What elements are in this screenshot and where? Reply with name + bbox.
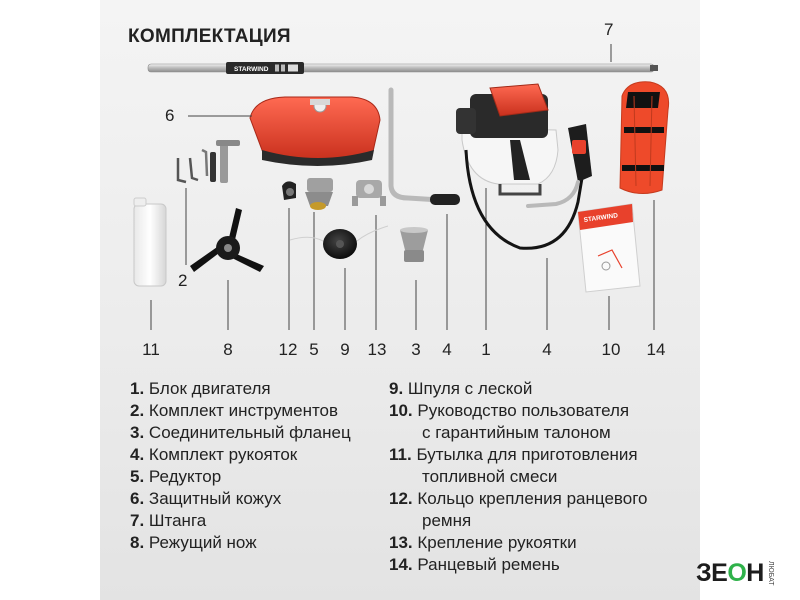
item-text: Штанга: [148, 511, 207, 530]
harness-strap: [620, 82, 669, 194]
part-number: 4: [542, 340, 552, 359]
part-number: 14: [646, 340, 666, 359]
item-text: Режущий нож: [148, 533, 257, 552]
manual-brand-label: STARWIND: [583, 212, 619, 224]
list-item: [130, 532, 351, 554]
list-item-continuation: с гарантийным талоном: [422, 423, 611, 442]
list-item: [389, 554, 647, 576]
list-item: [130, 422, 351, 444]
item-number: 5.: [130, 467, 145, 486]
callout-shaft: 7: [604, 20, 614, 39]
item-number: 6.: [130, 489, 145, 508]
part-number: 5: [309, 340, 319, 359]
callout-tools: 2: [178, 271, 188, 290]
list-item: [389, 488, 647, 510]
coupling-flange: [400, 227, 428, 262]
list-item: [389, 400, 647, 422]
part-number: 4: [442, 340, 452, 359]
item-number: 1.: [130, 379, 145, 398]
part-number: 13: [367, 340, 387, 359]
part-number: 1: [481, 340, 491, 359]
item-text: Руководство пользователя: [417, 401, 630, 420]
list-item: [389, 532, 647, 554]
item-text: Защитный кожух: [148, 489, 282, 508]
item-text: Ранцевый ремень: [417, 555, 560, 574]
parts-list-left: [130, 378, 351, 554]
tools: [178, 140, 240, 183]
item-text: Бутылка для приготовления: [416, 445, 638, 464]
part-number: 11: [142, 340, 160, 359]
item-text: Блок двигателя: [148, 379, 271, 398]
list-item: [389, 378, 647, 400]
callout-guard: 6: [165, 106, 175, 125]
item-number: 8.: [130, 533, 145, 552]
item-text: Комплект инструментов: [148, 401, 339, 420]
item-text: Редуктор: [148, 467, 222, 486]
item-text: Соединительный фланец: [148, 423, 351, 442]
fuel-mixing-bottle: [134, 198, 166, 286]
item-number: 9.: [389, 379, 404, 398]
item-number: 7.: [130, 511, 145, 530]
harness-ring: [282, 181, 296, 200]
item-number: 11.: [389, 445, 412, 464]
loop-handle: [391, 90, 460, 205]
part-number: 10: [601, 340, 621, 359]
item-number: 12.: [389, 489, 413, 508]
item-number: 4.: [130, 445, 145, 464]
store-logo: [696, 558, 774, 588]
user-manual: [578, 204, 640, 292]
logo-tagline: ЛЮБАТ: [766, 560, 774, 586]
list-item-continuation: ремня: [422, 511, 472, 530]
gearbox: [305, 178, 333, 210]
item-number: 3.: [130, 423, 145, 442]
part-number: 9: [340, 340, 350, 359]
engine-unit: [456, 84, 558, 194]
list-item: [130, 510, 351, 532]
item-text: Комплект рукояток: [148, 445, 298, 464]
item-text: Кольцо крепления ранцевого: [417, 489, 648, 508]
shaft-brand-label: STARWIND: [234, 66, 269, 73]
cutting-blade: [190, 208, 264, 272]
logo-word: ЗЕОН: [696, 558, 764, 587]
handle-mount: [352, 180, 386, 206]
list-item-continuation: топливной смеси: [422, 467, 558, 486]
shaft: [148, 62, 658, 74]
parts-list-right: [389, 378, 647, 576]
item-text: Крепление рукоятки: [417, 533, 577, 552]
page-title: КОМПЛЕКТАЦИЯ: [128, 26, 291, 47]
list-item: [130, 400, 351, 422]
list-item: [130, 378, 351, 400]
trimmer-spool: [290, 226, 388, 259]
item-number: 14.: [389, 555, 413, 574]
guard: [250, 97, 380, 166]
part-number: 3: [411, 340, 421, 359]
item-text: Шпуля с леской: [407, 379, 533, 398]
list-item: [389, 444, 647, 466]
list-item: [130, 488, 351, 510]
item-number: 10.: [389, 401, 413, 420]
item-number: 13.: [389, 533, 413, 552]
part-number: 8: [223, 340, 233, 359]
part-number: 12: [278, 340, 298, 359]
list-item: [130, 444, 351, 466]
list-item: [130, 466, 351, 488]
item-number: 2.: [130, 401, 145, 420]
